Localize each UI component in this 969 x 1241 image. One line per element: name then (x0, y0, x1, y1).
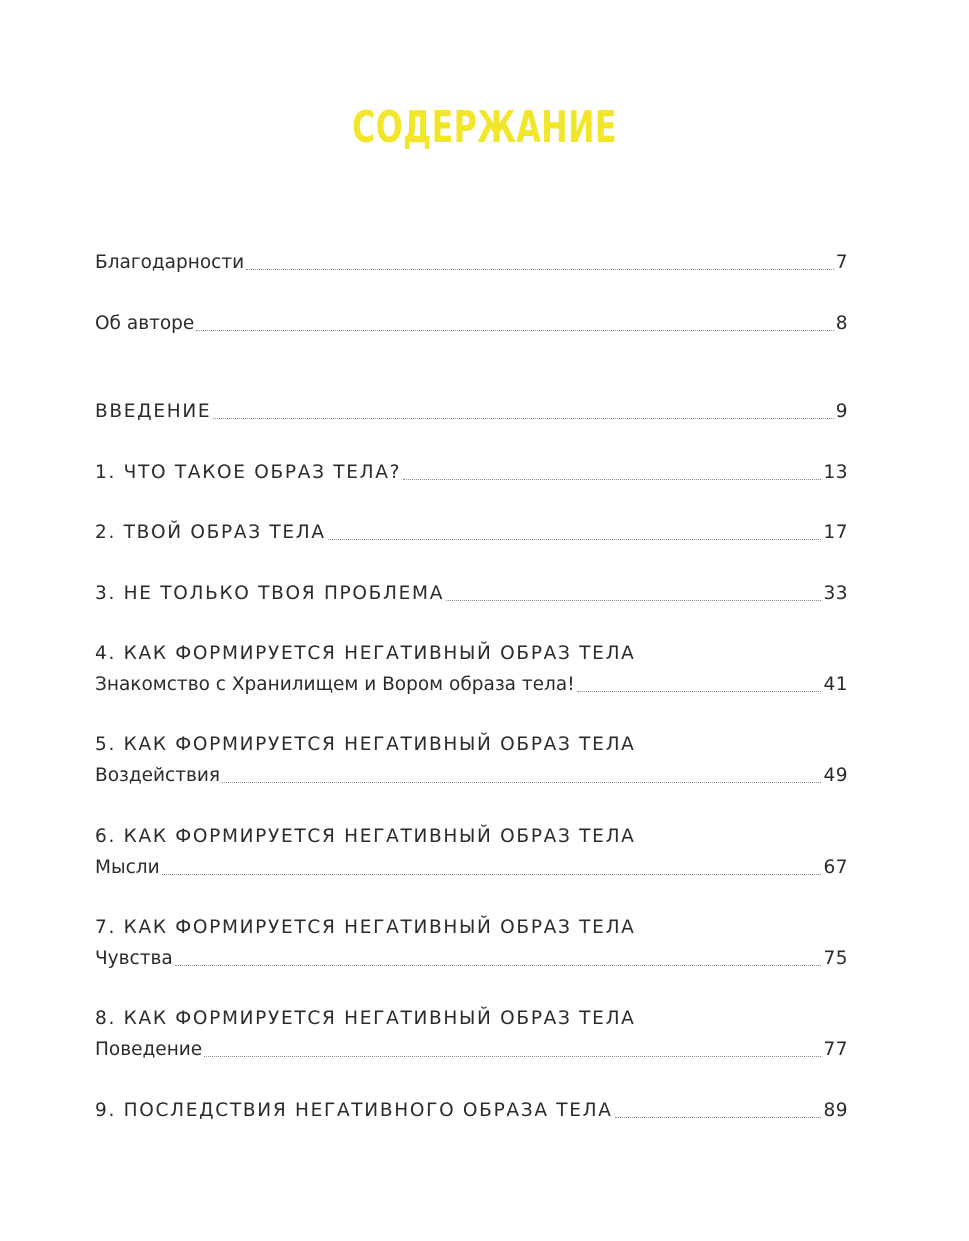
dot-leader (204, 1056, 821, 1057)
toc-entry-chapter-2[interactable] (95, 514, 848, 544)
toc-entry-chapter-3[interactable] (95, 575, 848, 605)
dot-leader (577, 691, 822, 692)
toc-entry-chapter-5[interactable] (95, 757, 848, 787)
toc-entry-page: 75 (823, 948, 848, 969)
toc-entry-label: 3. НЕ ТОЛЬКО ТВОЯ ПРОБЛЕМА (95, 583, 445, 604)
toc-entry-introduction[interactable] (95, 393, 848, 423)
dot-leader (446, 600, 821, 601)
toc-entry-page: 13 (823, 462, 848, 483)
page-title: СОДЕРЖАНИЕ (352, 102, 617, 153)
toc-entry-page: 9 (835, 401, 848, 422)
toc-entry-label: 2. ТВОЙ ОБРАЗ ТЕЛА (95, 522, 326, 543)
dot-leader (213, 418, 833, 419)
toc-chapter-5-heading: 5. КАК ФОРМИРУЕТСЯ НЕГАТИВНЫЙ ОБРАЗ ТЕЛА (95, 734, 636, 755)
toc-entry-label: 1. ЧТО ТАКОЕ ОБРАЗ ТЕЛА? (95, 462, 402, 483)
toc-chapter-7-heading: 7. КАК ФОРМИРУЕТСЯ НЕГАТИВНЫЙ ОБРАЗ ТЕЛА (95, 917, 636, 938)
toc-entry-acknowledgements[interactable] (95, 244, 848, 274)
toc-entry-about-author[interactable] (95, 305, 848, 335)
toc-entry-page: 33 (823, 583, 848, 604)
toc-entry-page: 89 (823, 1100, 848, 1121)
dot-leader (328, 539, 822, 540)
toc-entry-page: 49 (823, 765, 848, 786)
toc-chapter-4-heading: 4. КАК ФОРМИРУЕТСЯ НЕГАТИВНЫЙ ОБРАЗ ТЕЛА (95, 643, 636, 664)
toc-entry-page: 67 (823, 857, 848, 878)
toc-entry-label: Знакомство с Хранилищем и Вором образа тела! (95, 674, 575, 695)
dot-leader (196, 330, 833, 331)
toc-entry-label: Об авторе (95, 313, 195, 334)
toc-entry-chapter-4[interactable] (95, 666, 848, 696)
toc-entry-label: Поведение (95, 1039, 203, 1060)
toc-entry-label: Воздействия (95, 765, 221, 786)
dot-leader (175, 965, 822, 966)
toc-entry-label: Благодарности (95, 252, 245, 273)
dot-leader (403, 479, 821, 480)
toc-entry-chapter-8[interactable] (95, 1031, 848, 1061)
dot-leader (222, 782, 821, 783)
toc-entry-page: 8 (835, 313, 848, 334)
toc-entry-page: 77 (823, 1039, 848, 1060)
toc-entry-label: Мысли (95, 857, 160, 878)
toc-entry-chapter-9[interactable] (95, 1092, 848, 1122)
toc-entry-label: Чувства (95, 948, 173, 969)
toc-entry-chapter-6[interactable] (95, 849, 848, 879)
toc-entry-label: ВВЕДЕНИЕ (95, 401, 212, 422)
toc-entry-chapter-7[interactable] (95, 940, 848, 970)
dot-leader (246, 269, 834, 270)
dot-leader (162, 874, 822, 875)
toc-entry-page: 17 (823, 522, 848, 543)
toc-entry-page: 41 (823, 674, 848, 695)
toc-chapter-6-heading: 6. КАК ФОРМИРУЕТСЯ НЕГАТИВНЫЙ ОБРАЗ ТЕЛА (95, 826, 636, 847)
toc-chapter-8-heading: 8. КАК ФОРМИРУЕТСЯ НЕГАТИВНЫЙ ОБРАЗ ТЕЛА (95, 1008, 636, 1029)
toc-entry-label: 9. ПОСЛЕДСТВИЯ НЕГАТИВНОГО ОБРАЗА ТЕЛА (95, 1100, 613, 1121)
dot-leader (615, 1117, 822, 1118)
toc-entry-page: 7 (835, 252, 848, 273)
toc-entry-chapter-1[interactable] (95, 454, 848, 484)
